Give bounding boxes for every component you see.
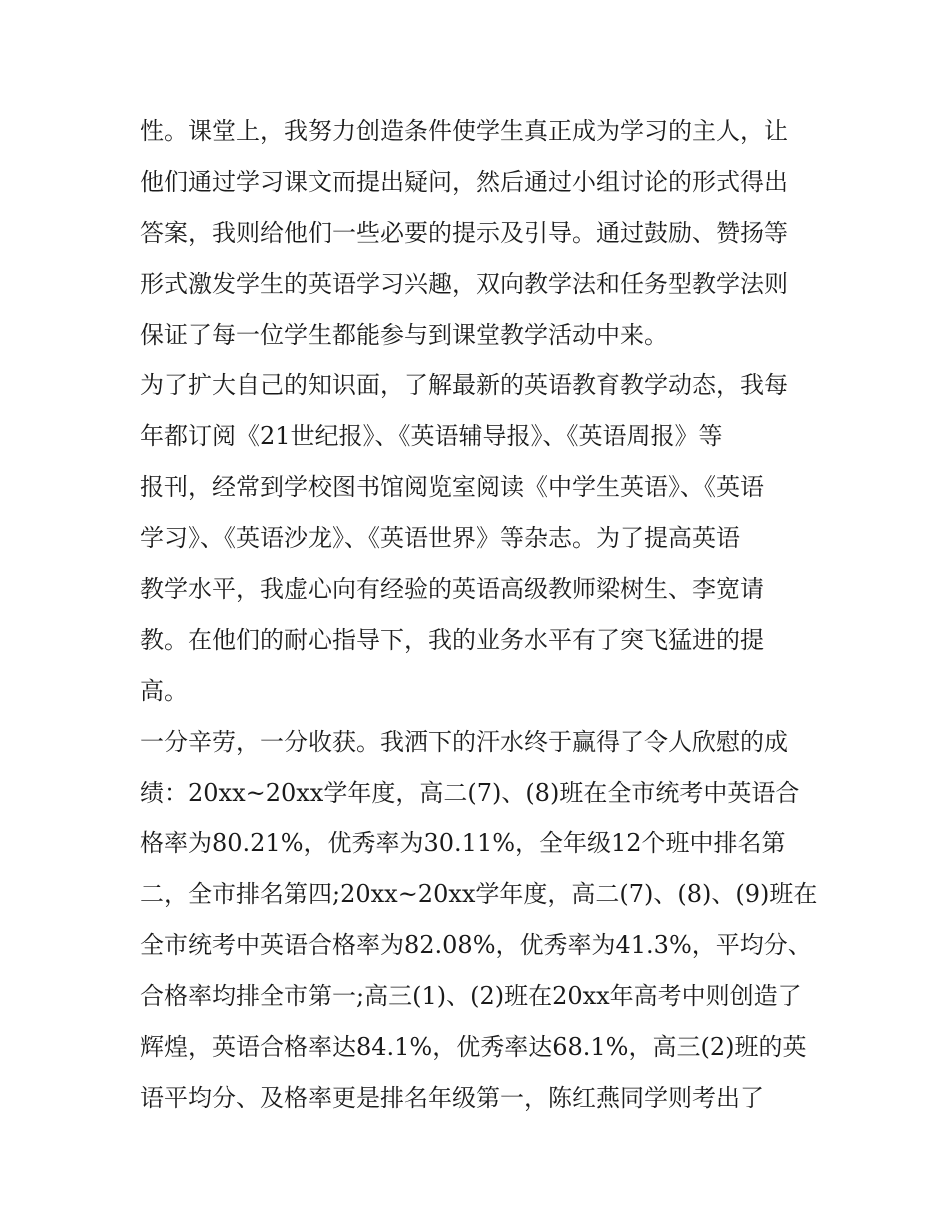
- text-line: 答案，我则给他们一些必要的提示及引导。通过鼓励、赞扬等: [140, 218, 788, 247]
- text-line: 保证了每一位学生都能参与到课堂教学活动中来。: [140, 320, 668, 349]
- text-line: 教。在他们的耐心指导下，我的业务水平有了突飞猛进的提: [140, 625, 764, 654]
- text-line: 形式激发学生的英语学习兴趣，双向教学法和任务型教学法则: [140, 269, 788, 298]
- text-line: 语平均分、及格率更是排名年级第一，陈红燕同学则考出了: [140, 1083, 764, 1112]
- body-text: [140, 106, 820, 1124]
- text-line: 他们通过学习课文而提出疑问，然后通过小组讨论的形式得出: [140, 167, 788, 196]
- text-line: 全市统考中英语合格率为82.08%，优秀率为41.3%，平均分、: [140, 931, 812, 960]
- text-line: 格率为80.21%，优秀率为30.11%，全年级12个班中排名第: [140, 829, 786, 858]
- text-line: 为了扩大自己的知识面，了解最新的英语教育教学动态，我每: [140, 371, 788, 400]
- text-line: 年都订阅《21世纪报》、《英语辅导报》、《英语周报》等: [140, 422, 723, 451]
- text-line: 一分辛劳，一分收获。我洒下的汗水终于赢得了令人欣慰的成: [140, 727, 788, 756]
- text-line: 绩：20xx~20xx学年度，高二(7)、(8)班在全市统考中英语合: [140, 778, 800, 807]
- text-line: 二，全市排名第四;20xx~20xx学年度，高二(7)、(8)、(9)班在: [140, 880, 818, 909]
- text-line: 性。课堂上，我努力创造条件使学生真正成为学习的主人，让: [140, 117, 788, 145]
- text-line: 教学水平，我虚心向有经验的英语高级教师梁树生、李宽请: [140, 575, 764, 604]
- text-line: 高。: [140, 676, 188, 705]
- text-line: 学习》、《英语沙龙》、《英语世界》等杂志。为了提高英语: [140, 524, 740, 553]
- text-line: 报刊，经常到学校图书馆阅览室阅读《中学生英语》、《英语: [140, 473, 764, 502]
- text-line: 辉煌，英语合格率达84.1%，优秀率达68.1%，高三(2)班的英: [140, 1033, 807, 1062]
- text-line: 合格率均排全市第一;高三(1)、(2)班在20xx年高考中则创造了: [140, 982, 802, 1011]
